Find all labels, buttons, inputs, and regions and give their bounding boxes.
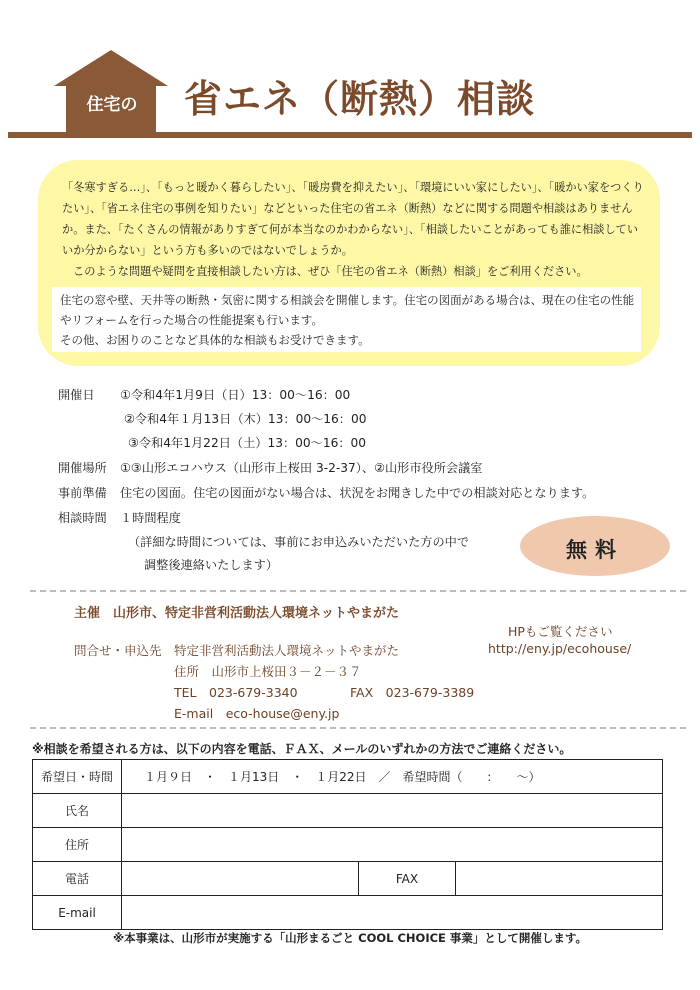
divider-bottom [30,727,686,729]
date-row-3 [0,434,700,454]
form-date-options-text: １月９日 ・ １月13日 ・ １月22日 ／ 希望時間（ ： ～） [144,770,541,784]
contact-email[interactable]: E-mail eco-house@eny.jp [174,706,340,721]
intro-paragraph-1: 「冬寒すぎる…」、「もっと暖かく暮らしたい」、「暖房費を抑えたい」、「環境にいい家にしたい」、「暖かい家をつくりたい」、「省エネ住宅の事例を知りたい」などといった住宅の省エネ（断熱）などに関する問題や相談はありませんか。また、「たくさんの情報がありすぎて何が本当なのかわからない」、「相談したいことがあっても誰に相談していいか分からない」という方も多いのではないでしょうか。 [62,181,644,257]
form-row-name [33,794,663,828]
prep-label: 事前準備 [58,486,107,500]
venue-row [0,459,700,479]
form-name-field[interactable] [122,794,663,828]
organizer: 主催 山形市、特定非営利活動法人環境ネットやまがた [74,606,400,621]
form-instruction: ※相談を希望される方は、以下の内容を電話、ＦＡＸ、メールのいずれかの方法でご連絡ください。 [32,742,572,756]
notice-text [60,290,640,350]
contact-label: 問合せ・申込先 [74,643,162,658]
form-row-date [33,760,663,794]
form-name-label: 氏名 [33,794,122,828]
form-email-label: E-mail [33,896,122,930]
prep-row [0,484,700,504]
date-3: ③令和4年1月22日（土）13：00～16：00 [128,436,367,450]
notice-line-1: 住宅の窓や壁、天井等の断熱・気密に関する相談会を開催します。住宅の図面がある場合は、現在の住宅の性能やリフォームを行った場合の性能提案も行います。 [60,293,635,327]
contact-org: 特定非営利活動法人環境ネットやまがた [174,643,400,658]
notice-line-2: その他、お困りのことなど具体的な相談もお受けできます。 [60,333,370,347]
footer-note: ※本事業は、山形市が実施する「山形まるごと COOL CHOICE 事業」として開催します。 [112,931,587,945]
hp-label: HPもご覧ください [508,624,613,639]
date-2: ②令和4年１月13日（木）13：00～16：00 [124,412,367,426]
time-note-1: （詳細な時間については、事前にお申込みいただいた方の中で [128,535,470,549]
time-note-row-1 [0,533,520,553]
contact-fax: FAX 023-679-3389 [350,685,475,700]
form-row-email [33,896,663,930]
house-label: 住宅の [86,95,138,115]
form-address-label: 住所 [33,828,122,862]
hp-link[interactable]: http://eny.jp/ecohouse/ [488,641,632,656]
intro-paragraph-2: このような問題や疑問を直接相談したい方は、ぜひ「住宅の省エネ（断熱）相談」をご利用ください。 [73,265,588,278]
form-date-options[interactable] [122,760,663,794]
contact-address: 住所 山形市上桜田３－２－３７ [174,664,362,679]
prep-value: 住宅の図面。住宅の図面がない場合は、状況をお聞きした中での相談対応となります。 [120,486,595,500]
time-value: １時間程度 [120,511,181,525]
form-fax-field[interactable] [456,862,663,896]
form-date-label: 希望日・時間 [33,760,122,794]
date-label: 開催日 [58,388,95,402]
divider-top [30,590,686,592]
application-form [32,759,663,930]
form-row-address [33,828,663,862]
venue-value: ①③山形エコハウス（山形市上桜田 3-2-37）、②山形市役所会議室 [120,461,483,475]
time-label: 相談時間 [58,511,107,525]
form-row-phone [33,862,663,896]
page-title: 省エネ（断熱）相談 [184,77,536,121]
time-note-row-2 [0,556,520,576]
form-phone-field[interactable] [122,862,359,896]
form-address-field[interactable] [122,828,663,862]
form-phone-label: 電話 [33,862,122,896]
form-fax-label: FAX [359,862,456,896]
form-email-field[interactable] [122,896,663,930]
date-row-2 [0,410,700,430]
free-label: 無料 [566,538,624,562]
header-rule [8,132,692,138]
date-row-1 [0,386,700,406]
intro-text [62,177,647,282]
venue-label: 開催場所 [58,461,107,475]
time-note-2: 調整後連絡いたします） [144,558,279,572]
contact-tel: TEL 023-679-3340 [174,685,298,700]
date-1: ①令和4年1月9日（日）13：00～16：00 [120,388,351,402]
